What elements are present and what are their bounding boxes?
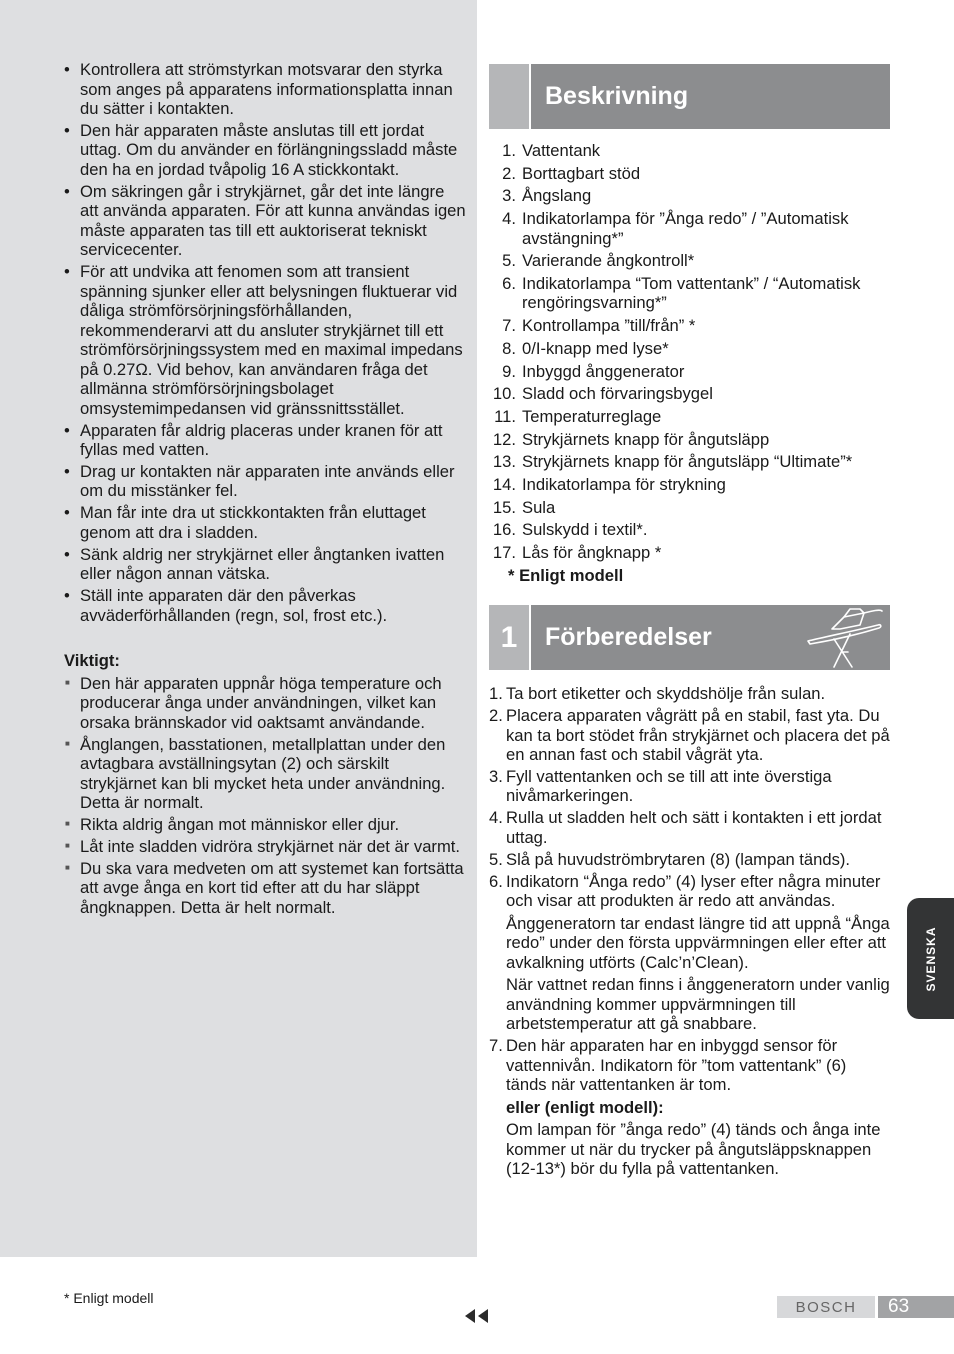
part-label: Kontrollampa ”till/från” * — [522, 316, 696, 336]
ironing-board-icon — [804, 607, 884, 669]
part-number: 7. — [502, 316, 516, 336]
step-item — [489, 767, 890, 806]
part-number: 8. — [502, 338, 516, 358]
part-number: 4. — [502, 209, 516, 229]
section-number-box: 1 — [489, 605, 531, 670]
part-number: 6. — [502, 273, 516, 293]
safety-bullet-list — [62, 60, 467, 625]
part-number: 13. — [492, 452, 516, 472]
parts-list — [489, 141, 890, 563]
part-number: 3. — [502, 186, 516, 206]
bullet-item: • Den här apparaten måste anslutas till ett jordat uttag. Om du använder en förlängningssladd måste den ha en jordad tvåpolig 16 A stickkontakt. — [62, 121, 467, 180]
step-paragraph: Indikatorn “Ånga redo” (4) lyser efter några minuter och visar att produkten är redo att användas. — [506, 871, 881, 911]
viktigt-heading: Viktigt: — [64, 651, 120, 671]
step-paragraph: Rulla ut sladden helt och sätt i kontakten i ett jordat uttag. — [506, 808, 882, 847]
bullet-item: • För att undvika att fenomen som att transient spänning sjunker eller att belysningen fluktuerar vid dåliga strömförsörjningsförhållanden, rekommenderarvi att du ansluter strykjärnet till ett strömförsörjningssystem med en maximal impedans på 0.27Ω. Vid behov, kan användaren fråga det allmänna strömförsörjningsbolaget omsystemimpedansen vid gränssnittsstället. — [62, 262, 467, 418]
bullet-item: • Ställ inte apparaten där den påverkas avväderförhållanden (regn, sol, frost etc.). — [62, 586, 467, 625]
step-paragraph: Fyll vattentanken och se till att inte överstiga nivåmarkeringen. — [506, 766, 832, 806]
footnote: * Enligt modell — [64, 1290, 154, 1306]
part-label: Sula — [522, 497, 556, 517]
part-item — [489, 251, 890, 271]
step-text — [506, 850, 890, 870]
forberedelser-title: Förberedelser — [545, 622, 712, 651]
step-item — [489, 1036, 890, 1179]
step-item — [489, 706, 890, 765]
step-number: 2. — [489, 706, 503, 726]
part-label: Indikatorlampa för strykning — [522, 474, 726, 494]
part-label: Vattentank — [522, 141, 601, 160]
step-item — [489, 872, 890, 1034]
part-label: Ångslang — [522, 186, 592, 206]
part-item — [489, 452, 890, 472]
part-label: Temperaturreglage — [522, 406, 662, 426]
part-label: Strykjärnets knapp för ångutsläpp — [522, 429, 770, 449]
part-label: Borttagbart stöd — [522, 163, 641, 183]
page-number: 63 — [878, 1296, 954, 1318]
part-item — [489, 430, 890, 450]
part-number: 1. — [502, 141, 516, 160]
part-item — [489, 141, 890, 161]
section-number-box — [489, 64, 531, 129]
step-paragraph: Den här apparaten har en inbyggd sensor för vattennivån. Indikatorn för ”tom vattentank” (6) tänds när vattentanken är tom. — [506, 1036, 847, 1095]
step-number: 6. — [489, 871, 503, 891]
bullet-item: • Sänk aldrig ner strykjärnet eller ångtanken ivatten eller någon annan vätska. — [62, 545, 467, 584]
part-number: 9. — [502, 361, 516, 381]
part-item — [489, 543, 890, 563]
step-number: 3. — [489, 766, 503, 786]
part-number: 2. — [502, 163, 516, 183]
step-text — [506, 684, 890, 704]
viktigt-item: ■ Du ska vara medveten om att systemet kan fortsätta att avge ånga en kort tid efter att du har släppt ångknappen. Detta är helt normalt. — [62, 859, 467, 918]
part-item — [489, 498, 890, 518]
language-side-tab — [907, 898, 954, 1019]
part-number: 12. — [492, 429, 516, 449]
forberedelser-header — [489, 605, 890, 670]
part-item — [489, 164, 890, 184]
preparation-steps — [489, 684, 890, 1178]
step-text — [506, 808, 890, 847]
bullet-item: • Drag ur kontakten när apparaten inte används eller om du misstänker fel. — [62, 462, 467, 501]
viktigt-item: ■ Den här apparaten uppnår höga temperature och producerar ånga under användningen, vilket kan orsaka brännskador vid oaktsamt användande. — [62, 674, 467, 733]
bullet-item: • Man får inte dra ut stickkontakten från eluttaget genom att dra i sladden. — [62, 503, 467, 542]
step-paragraph: Ta bort etiketter och skyddshölje från sulan. — [506, 684, 826, 704]
step-text — [506, 706, 890, 765]
part-item — [489, 339, 890, 359]
part-item — [489, 475, 890, 495]
step-paragraph: Slå på huvudströmbrytaren (8) (lampan tänds). — [506, 849, 851, 869]
step-number: 7. — [489, 1036, 503, 1056]
part-label: Indikatorlampa för ”Ånga redo” / ”Automatisk avstängning*” — [522, 209, 849, 248]
step-item — [489, 808, 890, 847]
safety-instructions — [62, 60, 467, 920]
step-number: 1. — [489, 684, 503, 704]
part-label: Inbyggd ånggenerator — [522, 361, 685, 381]
viktigt-item: ■ Rikta aldrig ångan mot människor eller djur. — [62, 815, 467, 835]
part-label: Lås för ångknapp * — [522, 543, 662, 562]
part-number: 14. — [492, 474, 516, 494]
step-text — [506, 872, 890, 1034]
part-item — [489, 274, 890, 313]
language-label: SVENSKA — [923, 925, 938, 992]
part-item — [489, 316, 890, 336]
brand-label: BOSCH — [777, 1296, 875, 1318]
model-note: * Enligt modell — [508, 565, 624, 585]
step-item — [489, 684, 890, 704]
step-bold-note: eller (enligt modell): — [506, 1097, 664, 1117]
part-item — [489, 209, 890, 248]
part-item — [489, 520, 890, 540]
step-paragraph: Placera apparaten vågrätt på en stabil, fast yta. Du kan ta bort stödet från strykjärnet och placera det på en annan fast och stabil vågrät yta. — [506, 706, 890, 765]
bullet-item: • Kontrollera att strömstyrkan motsvarar den styrka som anges på apparatens informationsplatta innan du sätter i kontakten. — [62, 60, 467, 119]
bullet-item: • Apparaten får aldrig placeras under kranen för att fyllas med vatten. — [62, 421, 467, 460]
part-number: 17. — [492, 543, 516, 562]
viktigt-item: ■ Låt inte sladden vidröra strykjärnet när det är varmt. — [62, 837, 467, 857]
part-label: Strykjärnets knapp för ångutsläpp “Ultimate”* — [522, 452, 853, 472]
step-text — [506, 1036, 890, 1179]
part-number: 15. — [492, 497, 516, 517]
beskrivning-title: Beskrivning — [545, 81, 689, 110]
part-number: 10. — [492, 384, 516, 404]
part-number: 11. — [494, 406, 516, 426]
part-label: Sulskydd i textil*. — [522, 520, 648, 540]
part-item — [489, 384, 890, 404]
step-item — [489, 850, 890, 870]
step-number: 5. — [489, 849, 503, 869]
bullet-item: • Om säkringen går i strykjärnet, går det inte längre att använda apparaten. För att kunna användas igen måste apparaten tas till ett auktoriserat tekniskt servicecenter. — [62, 182, 467, 260]
part-label: 0/I-knapp med lyse* — [522, 338, 669, 358]
part-number: 16. — [492, 520, 516, 540]
part-label: Sladd och förvaringsbygel — [522, 384, 713, 404]
part-number: 5. — [502, 251, 516, 271]
part-item — [489, 186, 890, 206]
right-column — [489, 64, 890, 1181]
part-item — [489, 362, 890, 382]
double-left-arrow-icon[interactable] — [464, 1308, 490, 1324]
part-label: Varierande ångkontroll* — [522, 251, 695, 271]
step-paragraph: Om lampan för ”ånga redo” (4) tänds och ånga inte kommer ut när du trycker på ångutsläppsknappen (12-13*) bör du fylla på vattentanken. — [506, 1120, 881, 1179]
viktigt-list — [62, 674, 467, 918]
part-item — [489, 407, 890, 427]
beskrivning-header — [489, 64, 890, 129]
step-number: 4. — [489, 808, 503, 828]
step-paragraph: När vattnet redan finns i ånggeneratorn under vanlig användning kommer uppvärmningen till arbetstemperatur att gå snabbare. — [506, 975, 890, 1034]
part-label: Indikatorlampa “Tom vattentank” / “Automatisk rengöringsvarning*” — [522, 273, 861, 313]
step-paragraph: Ånggeneratorn tar endast längre tid att uppnå “Ånga redo” under den första uppvärmningen eller efter att avkalkning utförts (Calc’n’Clean). — [506, 913, 890, 972]
step-text — [506, 767, 890, 806]
viktigt-item: ■ Ånglangen, basstationen, metallplattan under den avtagbara avställningsytan (2) och särskilt strykjärnet kan bli mycket heta under användning. Detta är normalt. — [62, 735, 467, 813]
